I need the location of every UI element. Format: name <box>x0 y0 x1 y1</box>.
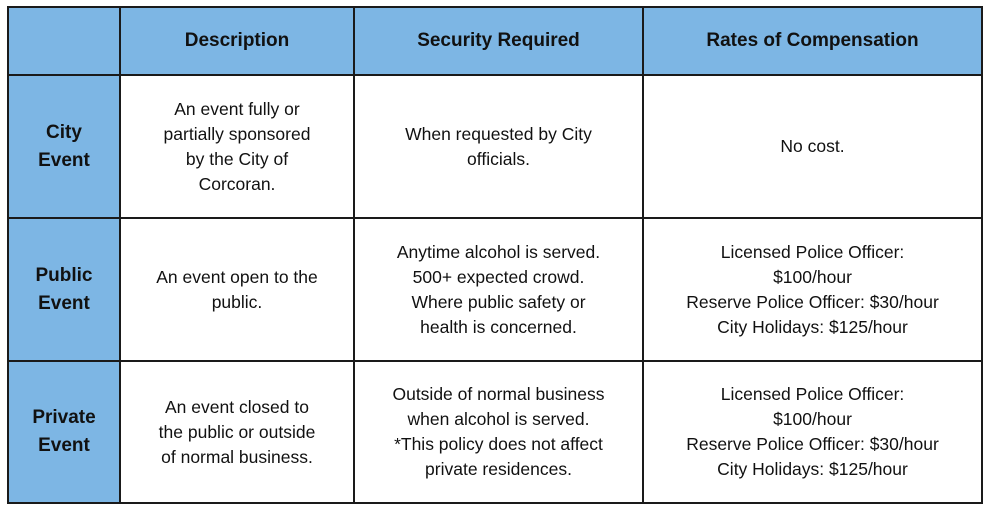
row-header-city-event <box>8 75 120 218</box>
event-security-table <box>7 6 983 504</box>
rates-cell <box>643 75 982 218</box>
security-cell <box>354 218 643 361</box>
cell-line: An event closed to <box>165 396 309 417</box>
column-header-rates: Rates of Compensation <box>643 7 982 75</box>
cell-line: Where public safety or <box>411 291 586 312</box>
cell-line: City Holidays: $125/hour <box>717 316 908 337</box>
table-row <box>8 75 982 218</box>
description-cell <box>120 75 354 218</box>
description-cell <box>120 218 354 361</box>
row-header-private-event <box>8 361 120 503</box>
cell-line: partially sponsored <box>163 123 311 144</box>
cell-line: Reserve Police Officer: $30/hour <box>686 291 939 312</box>
cell-line: private residences. <box>425 459 572 479</box>
cell-line: when alcohol is served. <box>407 409 590 429</box>
column-header-security: Security Required <box>354 7 643 75</box>
row-header-line: Event <box>38 149 90 171</box>
header-row <box>8 7 982 75</box>
row-header-line: Private <box>32 407 96 428</box>
row-header-line: Event <box>38 292 90 314</box>
cell-line: An event open to the <box>156 266 318 287</box>
row-header-line: City <box>46 121 82 143</box>
cell-line: Outside of normal business <box>392 384 605 404</box>
rates-cell <box>643 218 982 361</box>
cell-line: 500+ expected crowd. <box>412 266 585 287</box>
cell-line: City Holidays: $125/hour <box>717 459 908 479</box>
cell-line: Reserve Police Officer: $30/hour <box>686 434 939 454</box>
cell-line: public. <box>211 291 263 312</box>
cell-line: An event fully or <box>174 98 300 119</box>
cell-line: No cost. <box>780 136 845 156</box>
column-header-description: Description <box>120 7 354 75</box>
cell-line: officials. <box>467 148 530 169</box>
cell-line: by the City of <box>185 148 289 169</box>
cell-line: Licensed Police Officer: <box>720 384 905 404</box>
cell-line: When requested by City <box>405 123 592 144</box>
cell-line: health is concerned. <box>420 316 577 337</box>
row-header-line: Public <box>35 264 93 286</box>
corner-cell <box>8 7 120 75</box>
cell-line: Anytime alcohol is served. <box>396 241 601 262</box>
row-header-public-event <box>8 218 120 361</box>
cell-line: $100/hour <box>773 266 852 287</box>
cell-line: $100/hour <box>773 409 852 429</box>
row-header-line: Event <box>38 435 90 456</box>
cell-line: the public or outside <box>158 421 316 442</box>
cell-line: Corcoran. <box>198 173 276 194</box>
cell-line: *This policy does not affect <box>394 434 603 454</box>
description-cell <box>120 361 354 503</box>
security-cell <box>354 361 643 503</box>
cell-line: Licensed Police Officer: <box>720 241 905 262</box>
table-row <box>8 361 982 503</box>
rates-cell <box>643 361 982 503</box>
cell-line: of normal business. <box>161 446 313 467</box>
security-cell <box>354 75 643 218</box>
table-row <box>8 218 982 361</box>
